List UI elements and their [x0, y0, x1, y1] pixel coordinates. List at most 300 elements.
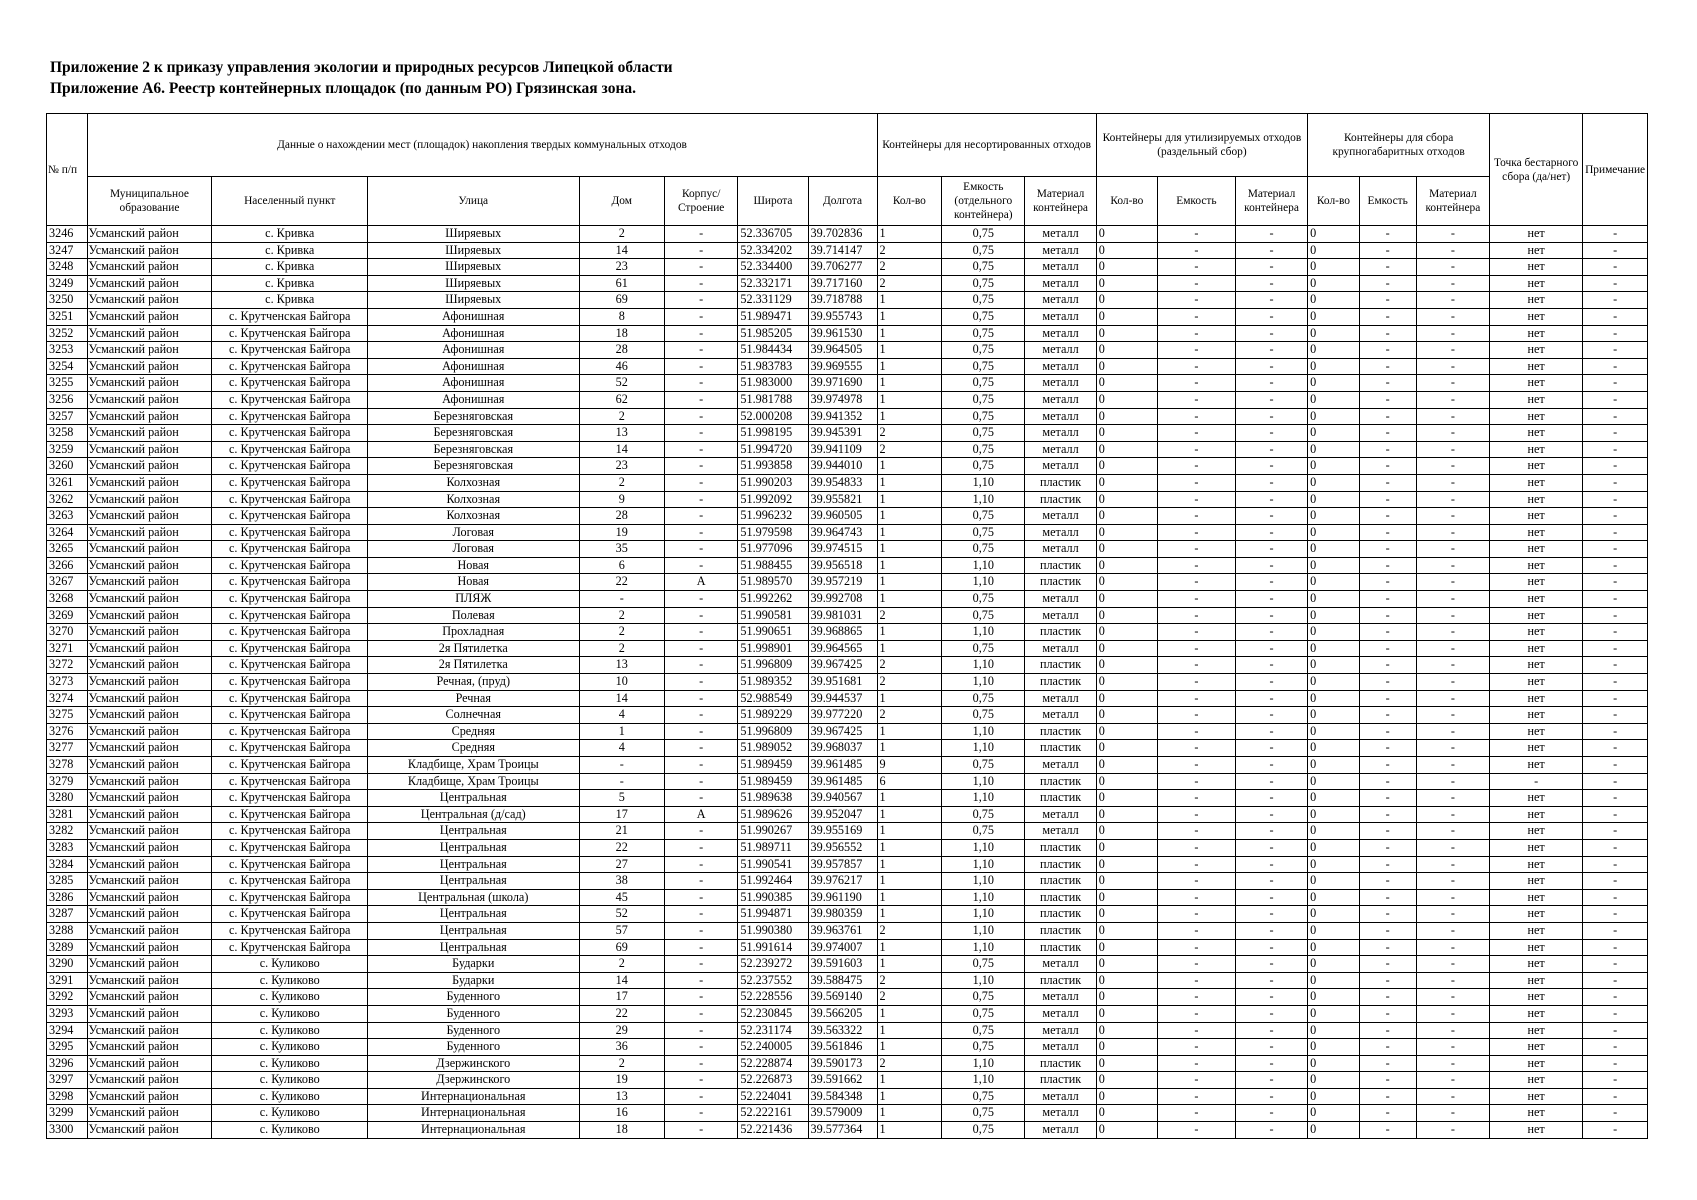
cell-bulky-count: 0: [1308, 939, 1360, 956]
cell-street: Логовая: [368, 524, 579, 541]
col-municipality-header: Муниципальное образование: [87, 177, 212, 226]
cell-latitude: 51.983783: [738, 358, 808, 375]
cell-bulky-count: 0: [1308, 922, 1360, 939]
cell-building: -: [664, 391, 737, 408]
cell-bulky-capacity: -: [1359, 806, 1416, 823]
cell-row-num: 3257: [47, 408, 88, 425]
cell-recycle-material: -: [1235, 972, 1307, 989]
cell-unsorted-count: 1: [877, 873, 942, 890]
cell-recycle-material: -: [1235, 375, 1307, 392]
cell-unsorted-count: 1: [877, 1088, 942, 1105]
cell-house: 14: [579, 441, 664, 458]
cell-bulky-count: 0: [1308, 524, 1360, 541]
cell-bulky-capacity: -: [1359, 906, 1416, 923]
cell-collection-point: нет: [1490, 806, 1583, 823]
col-b-material-header: Материал контейнера: [1416, 177, 1489, 226]
cell-recycle-capacity: -: [1158, 757, 1236, 774]
cell-house: 23: [579, 259, 664, 276]
cell-note: -: [1583, 806, 1648, 823]
cell-recycle-material: -: [1235, 773, 1307, 790]
table-row: [47, 624, 1648, 641]
cell-row-num: 3270: [47, 624, 88, 641]
cell-building: -: [664, 325, 737, 342]
cell-unsorted-capacity: 1,10: [942, 1055, 1025, 1072]
table-row: [47, 375, 1648, 392]
cell-row-num: 3284: [47, 856, 88, 873]
table-row: [47, 1122, 1648, 1139]
cell-municipality: Усманский район: [87, 574, 212, 591]
cell-recycle-count: 0: [1096, 491, 1157, 508]
cell-unsorted-material: металл: [1025, 275, 1096, 292]
cell-note: -: [1583, 1055, 1648, 1072]
cell-latitude: 52.988549: [738, 690, 808, 707]
cell-recycle-capacity: -: [1158, 740, 1236, 757]
cell-collection-point: нет: [1490, 740, 1583, 757]
cell-note: -: [1583, 1105, 1648, 1122]
cell-recycle-material: -: [1235, 790, 1307, 807]
cell-collection-point: нет: [1490, 1105, 1583, 1122]
cell-municipality: Усманский район: [87, 939, 212, 956]
cell-settlement: с. Крутченская Байгора: [212, 391, 368, 408]
cell-unsorted-material: металл: [1025, 541, 1096, 558]
cell-bulky-capacity: -: [1359, 1072, 1416, 1089]
table-row: [47, 591, 1648, 608]
cell-recycle-material: -: [1235, 624, 1307, 641]
cell-unsorted-capacity: 1,10: [942, 740, 1025, 757]
cell-recycle-count: 0: [1096, 1039, 1157, 1056]
cell-longitude: 39.706277: [808, 259, 877, 276]
cell-recycle-capacity: -: [1158, 839, 1236, 856]
cell-recycle-count: 0: [1096, 922, 1157, 939]
col-b-count-header: Кол-во: [1308, 177, 1360, 226]
cell-bulky-capacity: -: [1359, 308, 1416, 325]
table-row: [47, 939, 1648, 956]
cell-recycle-capacity: -: [1158, 989, 1236, 1006]
cell-house: 27: [579, 856, 664, 873]
cell-collection-point: нет: [1490, 242, 1583, 259]
cell-bulky-material: -: [1416, 1005, 1489, 1022]
cell-note: -: [1583, 574, 1648, 591]
cell-collection-point: нет: [1490, 226, 1583, 243]
cell-bulky-material: -: [1416, 640, 1489, 657]
cell-collection-point: нет: [1490, 275, 1583, 292]
cell-note: -: [1583, 773, 1648, 790]
cell-unsorted-capacity: 1,10: [942, 723, 1025, 740]
cell-building: -: [664, 939, 737, 956]
cell-house: 22: [579, 1005, 664, 1022]
cell-recycle-material: -: [1235, 839, 1307, 856]
cell-unsorted-capacity: 0,75: [942, 259, 1025, 276]
cell-latitude: 51.992464: [738, 873, 808, 890]
cell-row-num: 3279: [47, 773, 88, 790]
cell-bulky-capacity: -: [1359, 491, 1416, 508]
cell-municipality: Усманский район: [87, 524, 212, 541]
cell-row-num: 3264: [47, 524, 88, 541]
cell-unsorted-count: 1: [877, 325, 942, 342]
cell-recycle-material: -: [1235, 491, 1307, 508]
cell-bulky-count: 0: [1308, 441, 1360, 458]
cell-latitude: 51.992262: [738, 591, 808, 608]
cell-note: -: [1583, 657, 1648, 674]
cell-note: -: [1583, 391, 1648, 408]
cell-municipality: Усманский район: [87, 624, 212, 641]
cell-unsorted-count: 1: [877, 574, 942, 591]
cell-bulky-count: 0: [1308, 723, 1360, 740]
cell-longitude: 39.954833: [808, 474, 877, 491]
col-u-material-header: Материал контейнера: [1025, 177, 1096, 226]
cell-recycle-material: -: [1235, 591, 1307, 608]
table-row: [47, 723, 1648, 740]
cell-note: -: [1583, 242, 1648, 259]
cell-longitude: 39.955169: [808, 823, 877, 840]
cell-building: -: [664, 773, 737, 790]
cell-latitude: 51.989052: [738, 740, 808, 757]
cell-unsorted-capacity: 1,10: [942, 574, 1025, 591]
cell-longitude: 39.590173: [808, 1055, 877, 1072]
cell-recycle-count: 0: [1096, 474, 1157, 491]
cell-recycle-material: -: [1235, 524, 1307, 541]
cell-bulky-material: -: [1416, 707, 1489, 724]
cell-building: -: [664, 640, 737, 657]
cell-row-num: 3253: [47, 342, 88, 359]
cell-unsorted-material: пластик: [1025, 1072, 1096, 1089]
cell-bulky-capacity: -: [1359, 226, 1416, 243]
cell-unsorted-capacity: 0,75: [942, 690, 1025, 707]
table-row: [47, 873, 1648, 890]
cell-unsorted-count: 1: [877, 690, 942, 707]
cell-row-num: 3295: [47, 1039, 88, 1056]
cell-recycle-material: -: [1235, 408, 1307, 425]
cell-bulky-count: 0: [1308, 259, 1360, 276]
cell-recycle-material: -: [1235, 690, 1307, 707]
cell-collection-point: нет: [1490, 640, 1583, 657]
cell-building: -: [664, 856, 737, 873]
table-row: [47, 358, 1648, 375]
cell-unsorted-material: пластик: [1025, 773, 1096, 790]
cell-unsorted-count: 1: [877, 889, 942, 906]
cell-bulky-count: 0: [1308, 1105, 1360, 1122]
cell-unsorted-count: 9: [877, 757, 942, 774]
cell-settlement: с. Крутченская Байгора: [212, 491, 368, 508]
cell-bulky-material: -: [1416, 823, 1489, 840]
table-row: [47, 740, 1648, 757]
cell-unsorted-material: металл: [1025, 458, 1096, 475]
cell-note: -: [1583, 541, 1648, 558]
cell-street: Березняговская: [368, 425, 579, 442]
cell-note: -: [1583, 624, 1648, 641]
cell-note: -: [1583, 1039, 1648, 1056]
cell-collection-point: нет: [1490, 607, 1583, 624]
cell-latitude: 51.988455: [738, 557, 808, 574]
table-row: [47, 1055, 1648, 1072]
cell-street: Ширяевых: [368, 259, 579, 276]
cell-settlement: с. Кривка: [212, 275, 368, 292]
cell-collection-point: -: [1490, 773, 1583, 790]
cell-building: -: [664, 226, 737, 243]
cell-unsorted-count: 1: [877, 358, 942, 375]
cell-municipality: Усманский район: [87, 408, 212, 425]
cell-note: -: [1583, 458, 1648, 475]
cell-collection-point: нет: [1490, 707, 1583, 724]
cell-street: Буденного: [368, 1022, 579, 1039]
cell-recycle-count: 0: [1096, 657, 1157, 674]
cell-latitude: 51.989570: [738, 574, 808, 591]
cell-unsorted-capacity: 0,75: [942, 441, 1025, 458]
cell-unsorted-material: пластик: [1025, 972, 1096, 989]
table-row: [47, 574, 1648, 591]
cell-longitude: 39.717160: [808, 275, 877, 292]
cell-bulky-count: 0: [1308, 358, 1360, 375]
table-row: [47, 259, 1648, 276]
cell-unsorted-material: пластик: [1025, 624, 1096, 641]
cell-unsorted-count: 1: [877, 823, 942, 840]
cell-unsorted-capacity: 0,75: [942, 707, 1025, 724]
cell-street: Центральная: [368, 823, 579, 840]
cell-house: 28: [579, 342, 664, 359]
cell-settlement: с. Куликово: [212, 956, 368, 973]
cell-recycle-count: 0: [1096, 1022, 1157, 1039]
cell-recycle-capacity: -: [1158, 292, 1236, 309]
cell-building: -: [664, 375, 737, 392]
cell-note: -: [1583, 524, 1648, 541]
cell-bulky-capacity: -: [1359, 740, 1416, 757]
table-row: [47, 823, 1648, 840]
cell-municipality: Усманский район: [87, 541, 212, 558]
cell-municipality: Усманский район: [87, 425, 212, 442]
cell-longitude: 39.992708: [808, 591, 877, 608]
cell-collection-point: нет: [1490, 541, 1583, 558]
cell-house: 61: [579, 275, 664, 292]
cell-unsorted-capacity: 0,75: [942, 1039, 1025, 1056]
cell-building: -: [664, 358, 737, 375]
cell-unsorted-material: металл: [1025, 1022, 1096, 1039]
cell-building: -: [664, 723, 737, 740]
cell-latitude: 51.989471: [738, 308, 808, 325]
cell-bulky-material: -: [1416, 856, 1489, 873]
cell-bulky-material: -: [1416, 458, 1489, 475]
cell-street: Дзержинского: [368, 1055, 579, 1072]
cell-recycle-count: 0: [1096, 425, 1157, 442]
cell-latitude: 52.226873: [738, 1072, 808, 1089]
cell-latitude: 52.334202: [738, 242, 808, 259]
cell-longitude: 39.960505: [808, 508, 877, 525]
cell-street: Логовая: [368, 541, 579, 558]
cell-street: Речная, (пруд): [368, 674, 579, 691]
cell-longitude: 39.968037: [808, 740, 877, 757]
cell-building: -: [664, 757, 737, 774]
cell-unsorted-count: 1: [877, 557, 942, 574]
cell-recycle-material: -: [1235, 458, 1307, 475]
cell-collection-point: нет: [1490, 989, 1583, 1006]
cell-bulky-capacity: -: [1359, 342, 1416, 359]
table-row: [47, 889, 1648, 906]
cell-recycle-material: -: [1235, 342, 1307, 359]
cell-municipality: Усманский район: [87, 657, 212, 674]
cell-recycle-count: 0: [1096, 640, 1157, 657]
cell-latitude: 52.237552: [738, 972, 808, 989]
table-row: [47, 956, 1648, 973]
cell-recycle-material: -: [1235, 292, 1307, 309]
cell-recycle-capacity: -: [1158, 1088, 1236, 1105]
cell-municipality: Усманский район: [87, 557, 212, 574]
cell-row-num: 3247: [47, 242, 88, 259]
cell-house: 14: [579, 690, 664, 707]
cell-municipality: Усманский район: [87, 889, 212, 906]
cell-unsorted-material: металл: [1025, 640, 1096, 657]
cell-recycle-count: 0: [1096, 557, 1157, 574]
cell-recycle-count: 0: [1096, 391, 1157, 408]
cell-unsorted-capacity: 0,75: [942, 524, 1025, 541]
cell-collection-point: нет: [1490, 922, 1583, 939]
cell-collection-point: нет: [1490, 474, 1583, 491]
cell-municipality: Усманский район: [87, 674, 212, 691]
cell-settlement: с. Крутченская Байгора: [212, 308, 368, 325]
cell-bulky-material: -: [1416, 906, 1489, 923]
cell-longitude: 39.961485: [808, 757, 877, 774]
cell-collection-point: нет: [1490, 1039, 1583, 1056]
cell-unsorted-count: 1: [877, 1072, 942, 1089]
cell-house: 9: [579, 491, 664, 508]
cell-recycle-capacity: -: [1158, 458, 1236, 475]
cell-bulky-capacity: -: [1359, 474, 1416, 491]
cell-settlement: с. Крутченская Байгора: [212, 823, 368, 840]
cell-street: Дзержинского: [368, 1072, 579, 1089]
cell-house: 18: [579, 325, 664, 342]
bulky-group-header: Контейнеры для сбора крупногабаритных отходов: [1308, 114, 1490, 177]
cell-note: -: [1583, 790, 1648, 807]
cell-recycle-capacity: -: [1158, 640, 1236, 657]
cell-municipality: Усманский район: [87, 226, 212, 243]
cell-bulky-count: 0: [1308, 1055, 1360, 1072]
cell-bulky-material: -: [1416, 773, 1489, 790]
cell-municipality: Усманский район: [87, 972, 212, 989]
cell-street: Бударки: [368, 972, 579, 989]
table-header: [47, 114, 1648, 226]
cell-bulky-capacity: -: [1359, 259, 1416, 276]
cell-bulky-count: 0: [1308, 375, 1360, 392]
cell-longitude: 39.702836: [808, 226, 877, 243]
cell-bulky-material: -: [1416, 657, 1489, 674]
cell-unsorted-count: 1: [877, 1005, 942, 1022]
cell-row-num: 3266: [47, 557, 88, 574]
cell-note: -: [1583, 757, 1648, 774]
cell-recycle-count: 0: [1096, 308, 1157, 325]
cell-street: Средняя: [368, 740, 579, 757]
cell-house: -: [579, 773, 664, 790]
cell-bulky-count: 0: [1308, 740, 1360, 757]
cell-bulky-material: -: [1416, 1055, 1489, 1072]
cell-recycle-count: 0: [1096, 757, 1157, 774]
cell-bulky-capacity: -: [1359, 889, 1416, 906]
cell-house: 17: [579, 806, 664, 823]
cell-unsorted-count: 1: [877, 508, 942, 525]
cell-bulky-count: 0: [1308, 242, 1360, 259]
cell-bulky-material: -: [1416, 972, 1489, 989]
cell-recycle-material: -: [1235, 391, 1307, 408]
cell-longitude: 39.563322: [808, 1022, 877, 1039]
cell-bulky-capacity: -: [1359, 524, 1416, 541]
cell-recycle-material: -: [1235, 259, 1307, 276]
cell-building: -: [664, 508, 737, 525]
cell-recycle-count: 0: [1096, 1122, 1157, 1139]
cell-longitude: 39.957857: [808, 856, 877, 873]
cell-latitude: 52.336705: [738, 226, 808, 243]
table-row: [47, 690, 1648, 707]
cell-settlement: с. Крутченская Байгора: [212, 773, 368, 790]
cell-unsorted-material: металл: [1025, 508, 1096, 525]
cell-note: -: [1583, 723, 1648, 740]
cell-bulky-material: -: [1416, 1122, 1489, 1139]
cell-bulky-capacity: -: [1359, 657, 1416, 674]
cell-settlement: с. Крутченская Байгора: [212, 408, 368, 425]
cell-street: Центральная (д/сад): [368, 806, 579, 823]
cell-municipality: Усманский район: [87, 292, 212, 309]
cell-recycle-count: 0: [1096, 226, 1157, 243]
cell-row-num: 3256: [47, 391, 88, 408]
cell-street: Бударки: [368, 956, 579, 973]
cell-bulky-material: -: [1416, 690, 1489, 707]
cell-unsorted-count: 1: [877, 541, 942, 558]
cell-collection-point: нет: [1490, 674, 1583, 691]
cell-street: ПЛЯЖ: [368, 591, 579, 608]
cell-recycle-capacity: -: [1158, 922, 1236, 939]
col-r-capacity-header: Емкость: [1158, 177, 1236, 226]
cell-bulky-count: 0: [1308, 226, 1360, 243]
cell-recycle-count: 0: [1096, 989, 1157, 1006]
cell-municipality: Усманский район: [87, 1072, 212, 1089]
cell-collection-point: нет: [1490, 524, 1583, 541]
cell-recycle-count: 0: [1096, 740, 1157, 757]
cell-unsorted-material: пластик: [1025, 873, 1096, 890]
cell-note: -: [1583, 839, 1648, 856]
cell-collection-point: нет: [1490, 757, 1583, 774]
cell-note: -: [1583, 491, 1648, 508]
cell-bulky-count: 0: [1308, 508, 1360, 525]
cell-unsorted-count: 2: [877, 259, 942, 276]
cell-bulky-capacity: -: [1359, 640, 1416, 657]
cell-collection-point: нет: [1490, 325, 1583, 342]
cell-recycle-capacity: -: [1158, 939, 1236, 956]
cell-bulky-count: 0: [1308, 640, 1360, 657]
cell-longitude: 39.952047: [808, 806, 877, 823]
cell-bulky-capacity: -: [1359, 873, 1416, 890]
cell-building: -: [664, 1005, 737, 1022]
cell-recycle-capacity: -: [1158, 972, 1236, 989]
cell-unsorted-material: металл: [1025, 1122, 1096, 1139]
cell-house: 14: [579, 972, 664, 989]
cell-row-num: 3277: [47, 740, 88, 757]
cell-street: Колхозная: [368, 491, 579, 508]
cell-bulky-count: 0: [1308, 557, 1360, 574]
cell-row-num: 3275: [47, 707, 88, 724]
cell-note: -: [1583, 425, 1648, 442]
cell-longitude: 39.941352: [808, 408, 877, 425]
cell-bulky-material: -: [1416, 740, 1489, 757]
cell-row-num: 3265: [47, 541, 88, 558]
cell-note: -: [1583, 557, 1648, 574]
cell-longitude: 39.951681: [808, 674, 877, 691]
cell-recycle-count: 0: [1096, 342, 1157, 359]
cell-recycle-material: -: [1235, 956, 1307, 973]
cell-house: 57: [579, 922, 664, 939]
cell-bulky-material: -: [1416, 226, 1489, 243]
cell-building: -: [664, 408, 737, 425]
cell-building: -: [664, 1022, 737, 1039]
cell-bulky-capacity: -: [1359, 242, 1416, 259]
cell-bulky-count: 0: [1308, 1005, 1360, 1022]
cell-bulky-count: 0: [1308, 541, 1360, 558]
cell-latitude: 51.996809: [738, 657, 808, 674]
